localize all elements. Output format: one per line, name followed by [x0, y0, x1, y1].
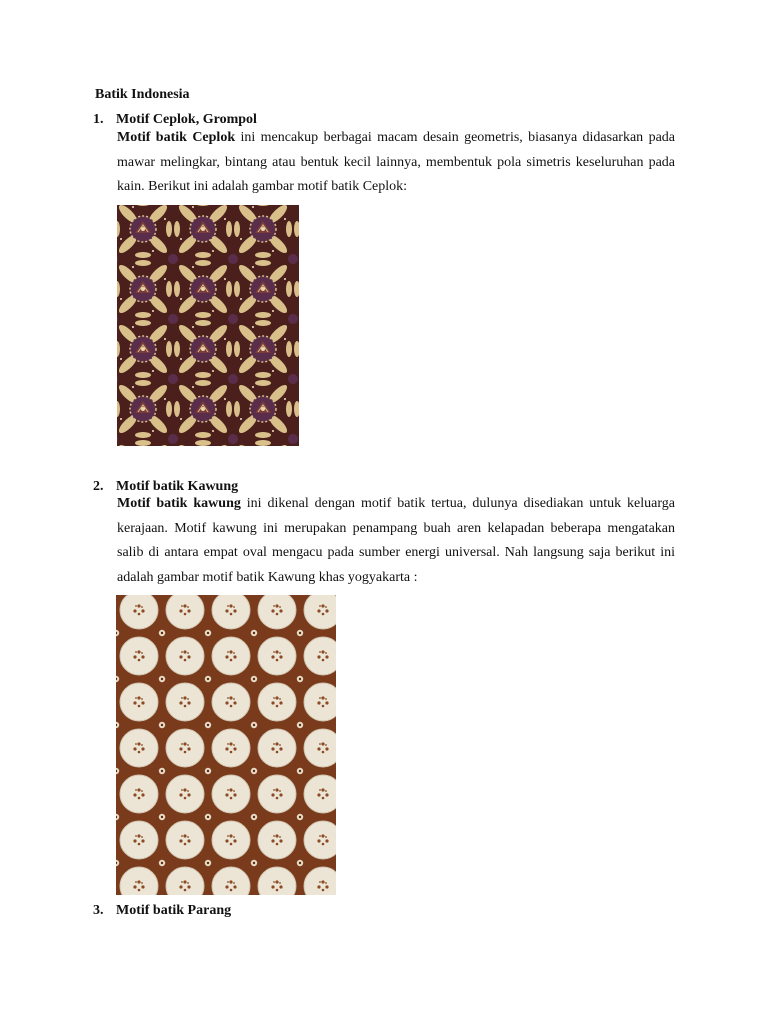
- ceplok-motif-image: [117, 205, 299, 446]
- section-3-title: Motif batik Parang: [116, 903, 232, 918]
- document-title: Batik Indonesia: [95, 87, 190, 102]
- section-1-number: 1.: [93, 112, 104, 127]
- section-1-lead: Motif batik Ceplok: [117, 130, 236, 145]
- section-3-number: 3.: [93, 903, 104, 918]
- section-1-title: Motif Ceplok, Grompol: [116, 112, 257, 127]
- section-3-heading: [93, 903, 231, 919]
- kawung-motif-image: [116, 595, 336, 895]
- section-2-lead: Motif batik kawung: [117, 496, 241, 511]
- section-2-paragraph: [117, 492, 675, 590]
- section-2-title: Motif batik Kawung: [116, 479, 239, 494]
- section-2-number: 2.: [93, 479, 104, 494]
- section-1-paragraph: [117, 126, 675, 200]
- section-2-body: ini dikenal dengan motif batik tertua, dulunya disediakan untuk keluarga kerajaan. Motif kawung ini merupakan penampang buah aren kelapadan beberapa mengatakan salib di antara empat oval mengacu pada sumber energi universal. Nah langsung saja berikut ini adalah gambar motif batik Kawung khas yogyakarta :: [117, 496, 675, 585]
- section-1-body: ini mencakup berbagai macam desain geometris, biasanya didasarkan pada mawar melingkar, bintang atau bentuk kecil lainnya, membentuk pola simetris keseluruhan pada kain. Berikut ini adalah gambar motif batik Ceplok:: [117, 130, 675, 194]
